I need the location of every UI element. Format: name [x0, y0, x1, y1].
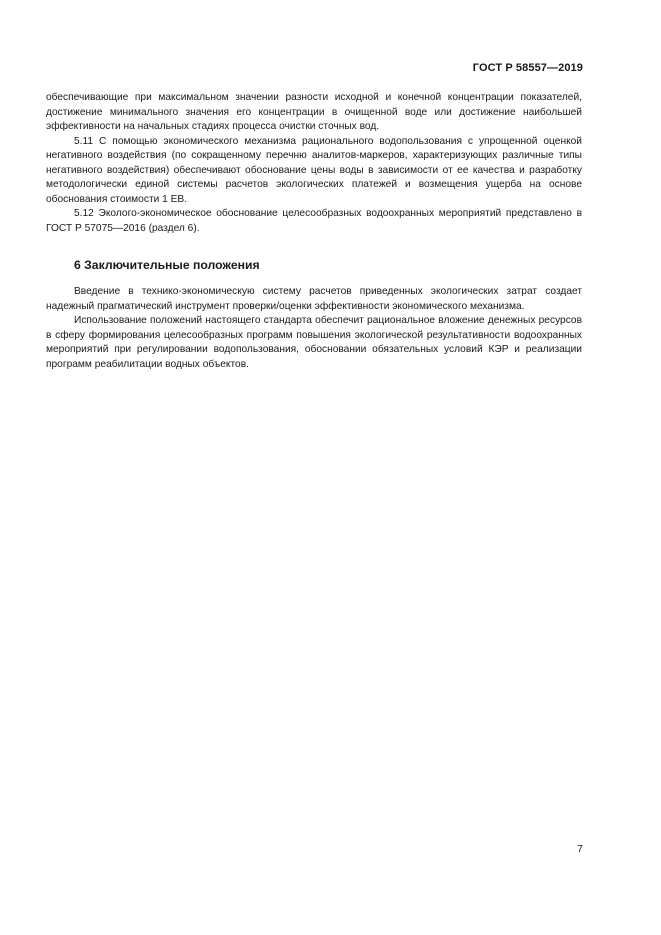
paragraph-continuation: обеспечивающие при максимальном значении разности исходной и конечной концентрации показателей, достижение минимального значения его концентрации в очищенной воде или достижение наибольшей эффективности на начальных стадиях процесса очистки сточных вод.	[46, 92, 582, 132]
document-body	[46, 91, 582, 372]
page-number: 7	[577, 843, 583, 855]
section-6-paragraph-2: Использование положений настоящего стандарта обеспечит рациональное вложение денежных ресурсов в сферу формирования целесообразных программ повышения экологической результативности водоохранных мероприятий при регулировании водопользования, обосновании обязательных условий КЭР и реализации программ реабилитации водных объектов.	[46, 315, 582, 370]
section-heading: 6 Заключительные положения	[74, 258, 260, 272]
section-6-paragraph-1: Введение в технико-экономическую систему расчетов приведенных экологических затрат создает надежный прагматический инструмент проверки/оценки эффективности экономического механизма.	[46, 286, 582, 312]
paragraph-5-12: 5.12 Эколого-экономическое обоснование целесообразных водоохранных мероприятий представлено в ГОСТ Р 57075—2016 (раздел 6).	[46, 208, 582, 234]
document-code: ГОСТ Р 58557—2019	[472, 62, 583, 74]
paragraph-5-11: 5.11 С помощью экономического механизма рационального водопользования с упрощенной оценкой негативного воздействия (по сокращенному перечню аналитов-маркеров, характеризующих различные типы негативного воздействия) обеспечивают обоснование цены воды в зависимости от ее качества и разработку методологически единой системы расчетов экологических платежей и возмещения ущерба на основе обоснования стоимости 1 ЕВ.	[46, 135, 582, 205]
